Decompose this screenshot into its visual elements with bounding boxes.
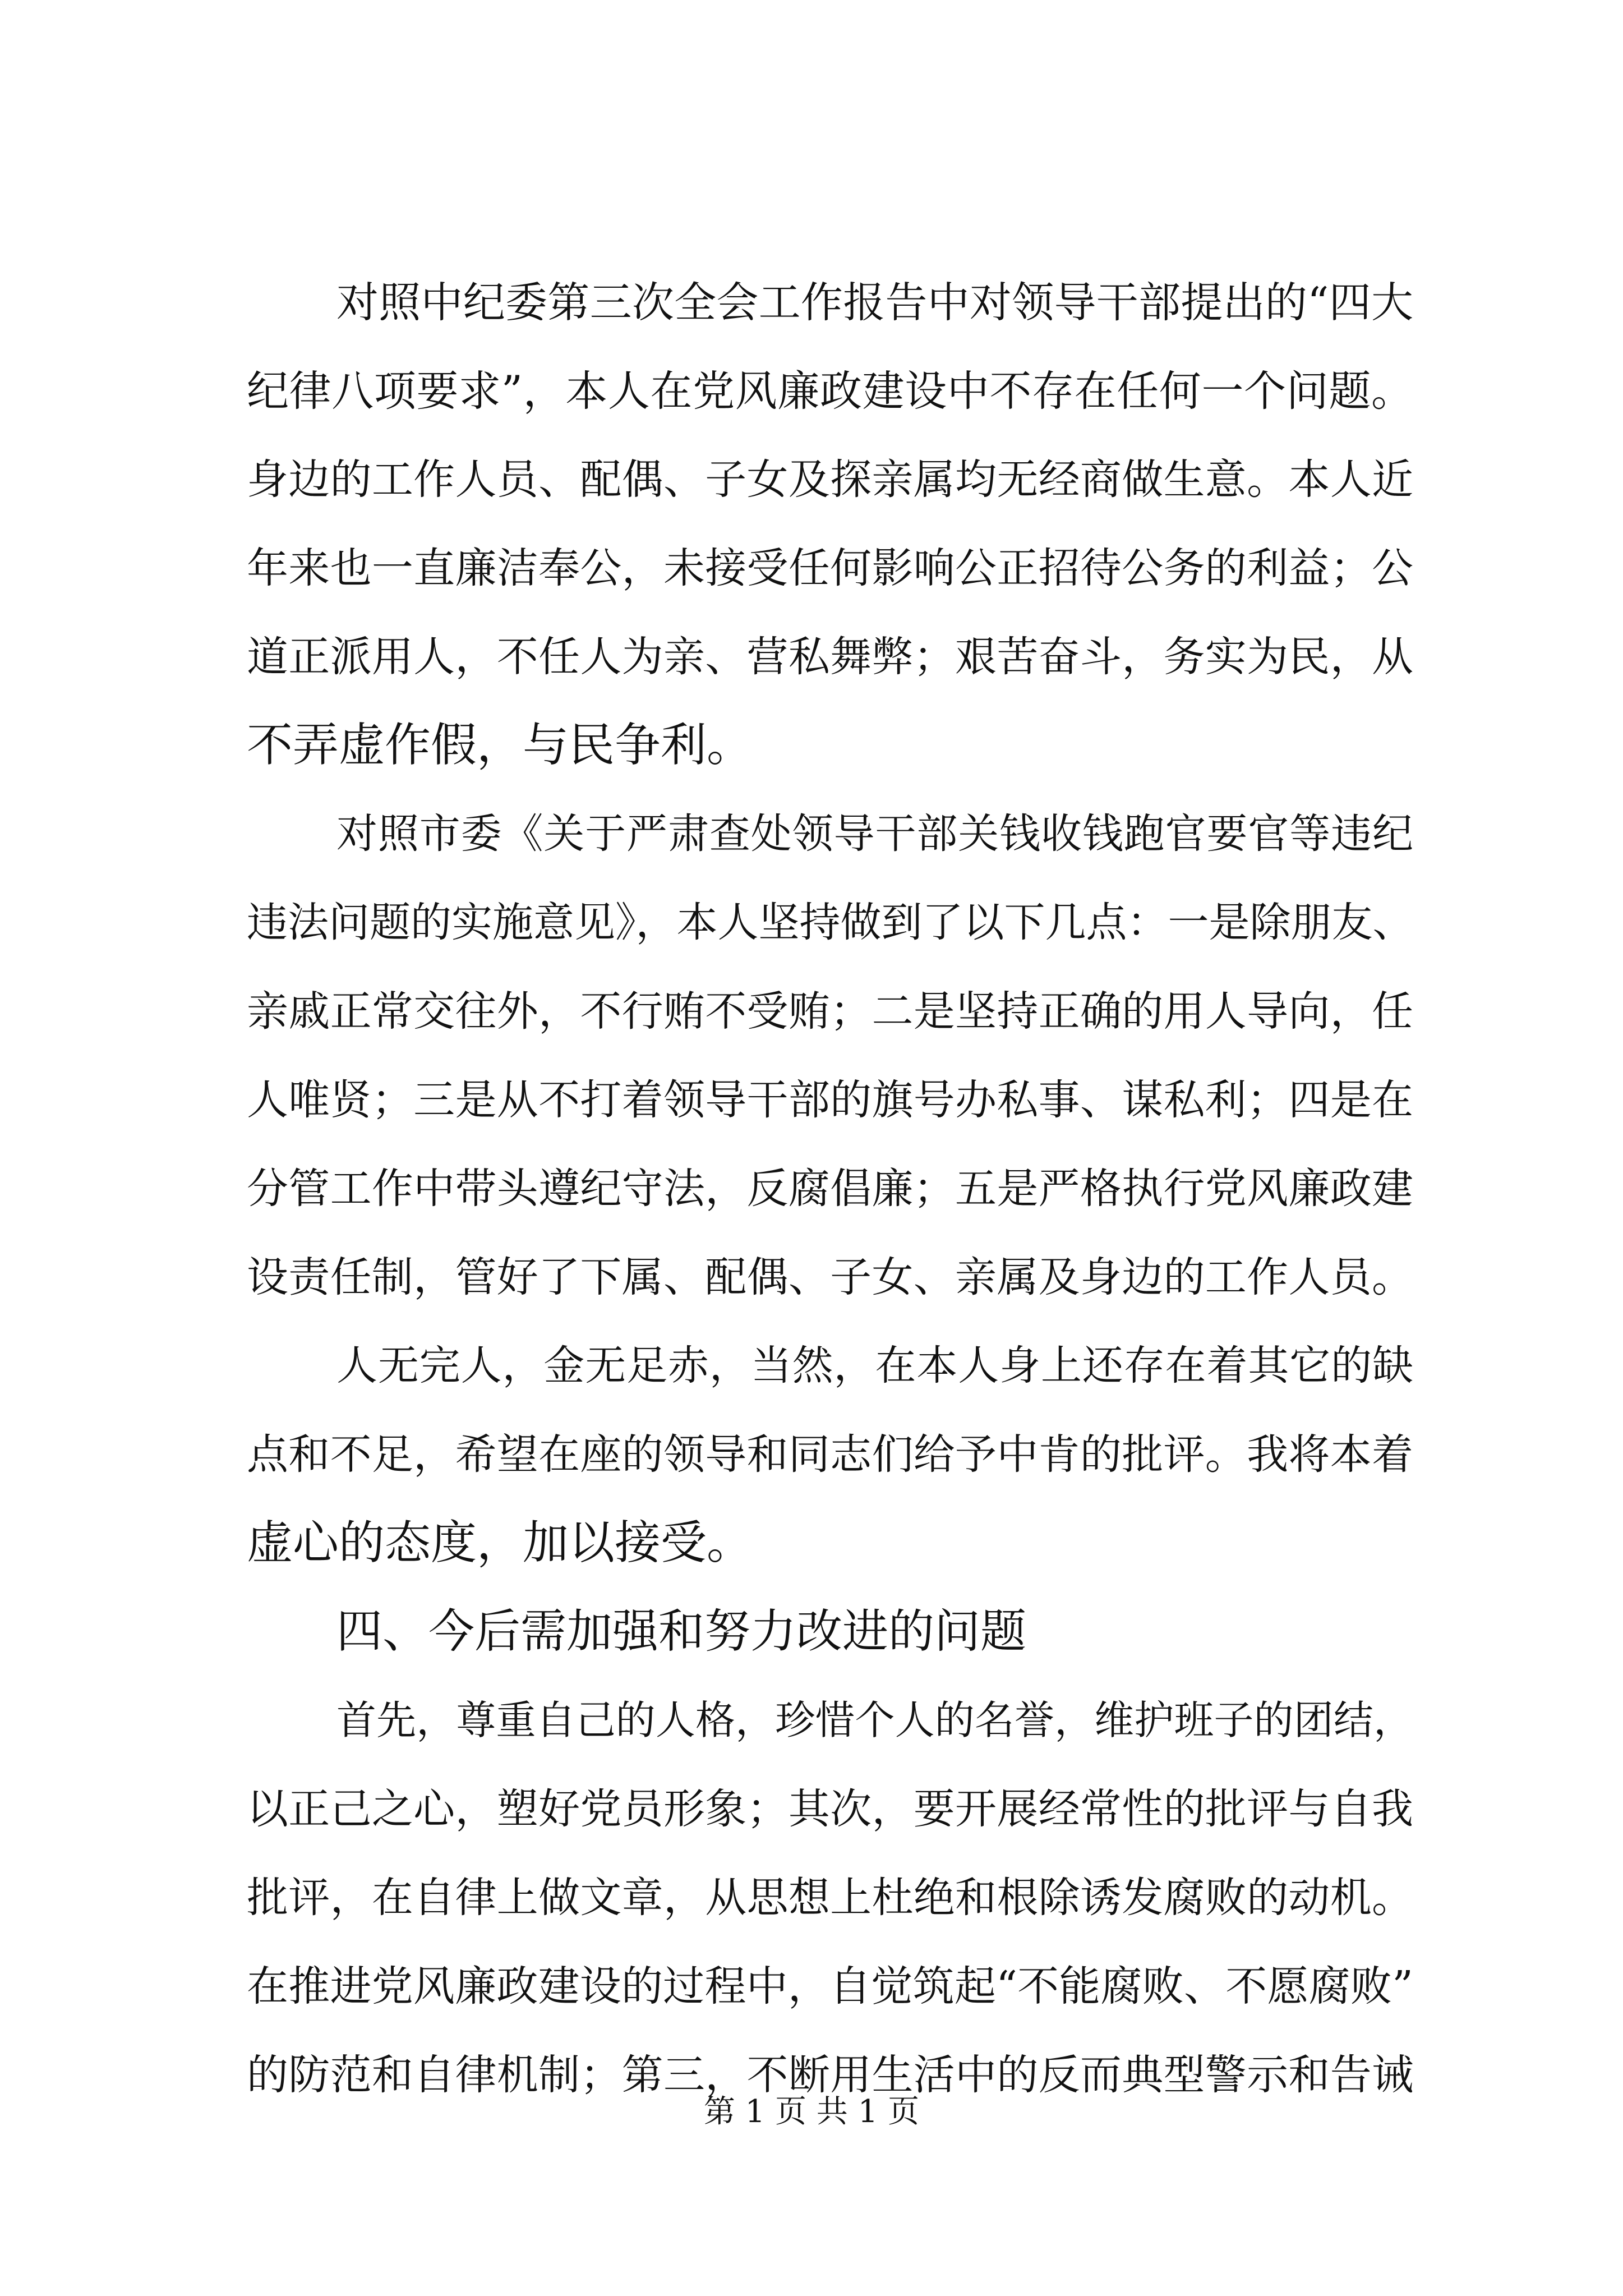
paragraph-3-line-2: 点和不足，希望在座的领导和同志们给予中肯的批评。我将本着 [247, 1430, 1413, 1479]
paragraph-1-line-5: 道正派用人，不任人为亲、营私舞弊；艰苦奋斗，务实为民，从 [247, 633, 1413, 681]
paragraph-1-line-1: 对照中纪委第三次全会工作报告中对领导干部提出的“四大 [336, 278, 1413, 327]
paragraph-4-line-1: 首先，尊重自己的人格，珍惜个人的名誉，维护班子的团结， [336, 1697, 1413, 1743]
paragraph-2-line-5: 分管工作中带头遵纪守法，反腐倡廉；五是严格执行党风廉政建 [247, 1165, 1413, 1213]
paragraph-4-line-3: 批评，在自律上做文章，从思想上杜绝和根除诱发腐败的动机。 [247, 1874, 1413, 1922]
paragraph-1-line-4: 年来也一直廉洁奉公，未接受任何影响公正招待公务的利益；公 [247, 544, 1413, 592]
document-body [247, 258, 1413, 2119]
paragraph-4-line-4: 在推进党风廉政建设的过程中，自觉筑起“不能腐败、不愿腐败” [247, 1962, 1413, 2010]
paragraph-2-line-6: 设责任制，管好了下属、配偶、子女、亲属及身边的工作人员。 [247, 1253, 1413, 1301]
paragraph-3-line-3: 虚心的态度，加以接受。 [247, 1516, 753, 1570]
paragraph-4-line-2: 以正己之心，塑好党员形象；其次，要开展经常性的批评与自我 [247, 1785, 1413, 1833]
paragraph-4-line-5: 的防范和自律机制；第三，不断用生活中的反而典型警示和告诫 [247, 2051, 1413, 2099]
paragraph-3-line-1: 人无完人，金无足赤，当然，在本人身上还存在着其它的缺 [336, 1342, 1413, 1389]
paragraph-1-line-6: 不弄虚作假，与民争利。 [247, 719, 753, 772]
paragraph-1-line-3: 身边的工作人员、配偶、子女及探亲属均无经商做生意。本人近 [247, 455, 1413, 504]
paragraph-1-line-2: 纪律八项要求”，本人在党风廉政建设中不存在任何一个问题。 [247, 366, 1413, 416]
paragraph-2-line-4: 人唯贤；三是从不打着领导干部的旗号办私事、谋私利；四是在 [247, 1076, 1413, 1124]
paragraph-2-line-3: 亲戚正常交往外，不行贿不受贿；二是坚持正确的用人导向，任 [247, 987, 1413, 1036]
paragraph-2-line-1: 对照市委《关于严肃查处领导干部关钱收钱跑官要官等违纪 [336, 810, 1413, 858]
paragraph-2-line-2: 违法问题的实施意见》，本人坚持做到了以下几点：一是除朋友、 [247, 899, 1414, 946]
page-number-footer: 第 1 页 共 1 页 [703, 2093, 920, 2130]
section-heading: 四、今后需加强和努力改进的问题 [336, 1605, 1027, 1658]
